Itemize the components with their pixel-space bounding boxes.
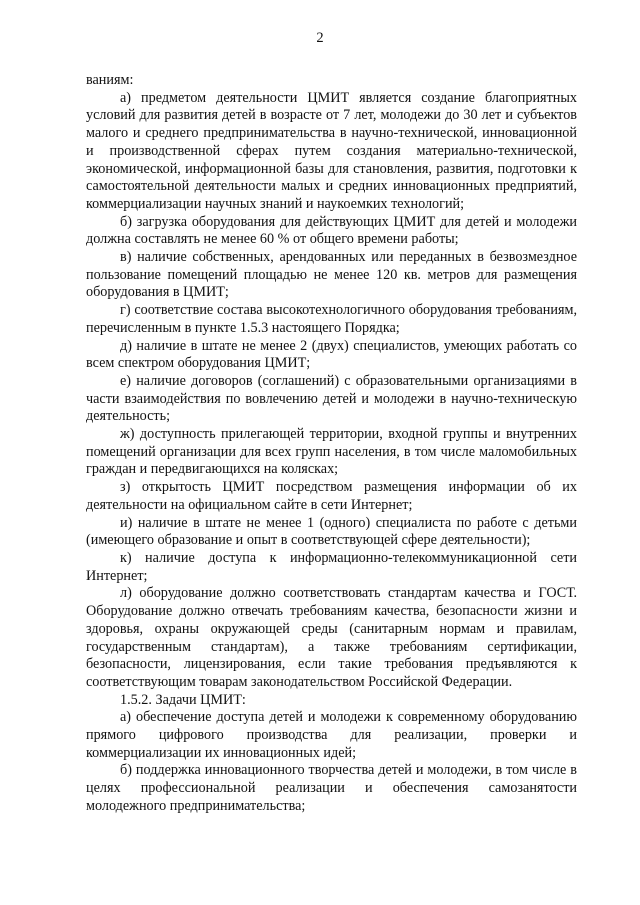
paragraph-item-g: г) соответствие состава высокотехнологичного оборудования требованиям, перечисленным в пункте 1.5.3 настоящего Порядка;: [86, 302, 577, 336]
section-heading-1-5-2: 1.5.2. Задачи ЦМИТ:: [120, 691, 246, 708]
paragraph-item-i: и) наличие в штате не менее 1 (одного) специалиста по работе с детьми (имеющего образование и опыт в соответствующей сфере деятельности);: [86, 514, 577, 549]
page-number: 2: [316, 30, 324, 46]
paragraph-item-d: д) наличие в штате не менее 2 (двух) специалистов, умеющих работать со всем спектром оборудования ЦМИТ;: [86, 337, 577, 372]
paragraph-item-zh: ж) доступность прилегающей территории, входной группы и внутренних помещений организации для всех групп населения, в том числе маломобильных граждан и передвигающихся на колясках;: [86, 426, 577, 478]
paragraph-item-z: з) открытость ЦМИТ посредством размещения информации об их деятельности на официальном сайте в сети Интернет;: [86, 479, 577, 513]
paragraph-item-e: е) наличие договоров (соглашений) с образовательными организациями в части взаимодействия по вовлечению детей и молодежи в научно-техническую деятельность;: [86, 372, 577, 425]
paragraph-item-b: б) загрузка оборудования для действующих ЦМИТ для детей и молодежи должна составлять не менее 60 % от общего времени работы;: [86, 213, 577, 248]
paragraph-item-v: в) наличие собственных, арендованных или переданных в безвозмездное пользование помещений площадью не менее 120 кв. метров для размещения оборудования в ЦМИТ;: [86, 249, 577, 301]
document-body: [86, 72, 577, 816]
paragraph-task-b: б) поддержка инновационного творчества детей и молодежи, в том числе в целях профессиональной реализации и обеспечения самозанятости молодежного предпринимательства;: [86, 762, 577, 814]
paragraph-item-a: а) предметом деятельности ЦМИТ является создание благоприятных условий для развития детей в возрасте от 7 лет, молодежи до 30 лет и субъектов малого и среднего предпринимательства в научно-технической, инновационной и производственной сферах путем создания материально-технической, экономической, информационной базы для становления, развития, подготовки к самостоятельной деятельности малых и средних инновационных предприятий, коммерциализации научных знаний и наукоемких технологий;: [86, 89, 577, 212]
paragraph-item-k: к) наличие доступа к информационно-телекоммуникационной сети Интернет;: [86, 549, 577, 584]
paragraph-continuation: ваниям:: [86, 72, 134, 88]
paragraph-task-a: а) обеспечение доступа детей и молодежи к современному оборудованию прямого цифрового производства для реализации, проверки и коммерциализации их инновационных идей;: [86, 709, 577, 761]
paragraph-item-l: л) оборудование должно соответствовать стандартам качества и ГОСТ. Оборудование должно отвечать требованиям качества, безопасности жизни и здоровья, охраны окружающей среды (санитарным нормам и правилам, государственным стандартам), а также требованиям сертификации, безопасности, лицензирования, если такие требования предъявляются к соответствующим товарам законодательством Российской Федерации.: [86, 585, 577, 690]
